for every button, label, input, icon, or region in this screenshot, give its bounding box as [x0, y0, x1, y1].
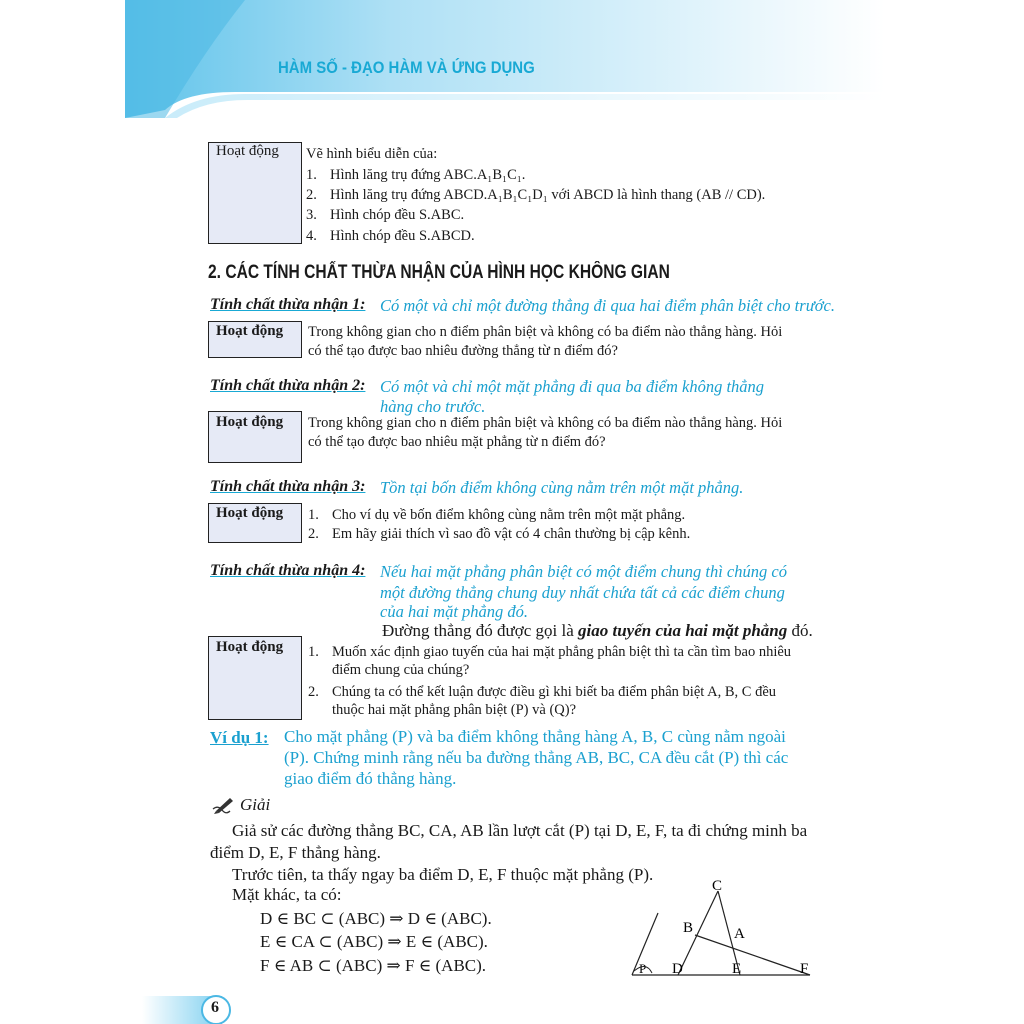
activity-label-2: Hoạt động	[216, 323, 284, 339]
block1-item-3: 3. Hình chóp đều S.ABC.	[306, 207, 465, 223]
act4-item-2-line-2: thuộc hai mặt phẳng phân biệt (P) và (Q)?	[332, 702, 577, 718]
activity-label-3: Hoạt động	[216, 414, 284, 430]
activity-label-5: Hoạt động	[216, 639, 284, 655]
geometry-figure	[620, 875, 830, 985]
property-4-line-1: Nếu hai mặt phẳng phân biệt có một điểm chung thì chúng có	[380, 562, 787, 581]
example-1-line-3: giao điểm đó thẳng hàng.	[284, 769, 457, 788]
label-A: A	[734, 926, 745, 942]
activity-label-1: Hoạt động	[216, 143, 279, 159]
block1-item-2: 2. Hình lăng trụ đứng ABCD.A₁B₁C₁D₁ với ABCD là hình thang (AB // CD).	[306, 187, 766, 203]
page-number-badge	[142, 994, 242, 1024]
example-1-line-2: (P). Chứng minh rằng nếu ba đường thẳng AB, BC, CA đều cắt (P) thì các	[284, 748, 789, 767]
property-1-label: Tính chất thừa nhận 1:	[210, 296, 366, 313]
header-title: HÀM SỐ - ĐẠO HÀM VÀ ỨNG DỤNG	[278, 58, 535, 77]
activity-label-4: Hoạt động	[216, 505, 284, 521]
act4-item-2-line-1: 2. Chúng ta có thể kết luận được điều gì khi biết ba điểm phân biệt A, B, C đều	[308, 684, 776, 700]
act1-line-2: có thể tạo được bao nhiêu đường thẳng từ n điểm đó?	[308, 343, 618, 359]
property-3-label: Tính chất thừa nhận 3:	[210, 478, 366, 495]
act1-line-1: Trong không gian cho n điểm phân biệt và không có ba điểm nào thẳng hàng. Hỏi	[308, 324, 783, 340]
property-3-text: Tồn tại bốn điểm không cùng nằm trên một mặt phẳng.	[380, 478, 744, 497]
act2-line-2: có thể tạo được bao nhiêu mặt phẳng từ n điểm đó?	[308, 434, 606, 450]
label-F: F	[800, 961, 809, 977]
property-4-line-2: một đường thẳng chung duy nhất chứa tất cả các điểm chung	[380, 583, 785, 602]
label-E: E	[732, 961, 742, 977]
property-2-label: Tính chất thừa nhận 2:	[210, 377, 366, 394]
solution-line-3: Trước tiên, ta thấy ngay ba điểm D, E, F thuộc mặt phẳng (P).	[232, 865, 654, 884]
example-1-label: Ví dụ 1:	[210, 728, 269, 747]
solution-line-1: Giả sử các đường thẳng BC, CA, AB lần lượt cắt (P) tại D, E, F, ta đi chứng minh ba	[232, 821, 808, 840]
solution-line-4: Mặt khác, ta có:	[232, 885, 342, 904]
section-title: 2. CÁC TÍNH CHẤT THỪA NHẬN CỦA HÌNH HỌC KHÔNG GIAN	[208, 262, 670, 283]
act2-line-1: Trong không gian cho n điểm phân biệt và không có ba điểm nào thẳng hàng. Hỏi	[308, 415, 783, 431]
label-B: B	[683, 920, 694, 936]
formula-3: F ∈ AB ⊂ (ABC) ⇒ F ∈ (ABC).	[260, 956, 487, 975]
solution-label: Giải	[240, 795, 271, 814]
pencil-writing-icon	[212, 795, 238, 815]
property-2-line-1: Có một và chỉ một mặt phẳng đi qua ba điểm không thẳng	[380, 377, 765, 396]
example-1-line-1: Cho mặt phẳng (P) và ba điểm không thẳng hàng A, B, C cùng nằm ngoài	[284, 727, 786, 746]
act4-item-1-line-2: điểm chung của chúng?	[332, 662, 470, 678]
act3-item-1: 1. Cho ví dụ về bốn điểm không cùng nằm trên một mặt phẳng.	[308, 507, 686, 523]
page-number: 6	[211, 999, 219, 1016]
act3-item-2: 2. Em hãy giải thích vì sao đồ vật có 4 chân thường bị cập kênh.	[308, 526, 691, 542]
property-1-text: Có một và chỉ một đường thẳng đi qua hai điểm phân biệt cho trước.	[380, 296, 835, 315]
block1-item-1: 1. Hình lăng trụ đứng ABC.A₁B₁C₁.	[306, 167, 526, 183]
block1-intro: Vẽ hình biểu diễn của:	[306, 146, 438, 162]
label-C: C	[712, 878, 723, 894]
formula-1: D ∈ BC ⊂ (ABC) ⇒ D ∈ (ABC).	[260, 909, 492, 928]
property-4-note: Đường thẳng đó được gọi là giao tuyến của hai mặt phẳng đó.	[382, 621, 813, 640]
solution-line-2: điểm D, E, F thẳng hàng.	[210, 843, 381, 862]
label-P: P	[639, 961, 647, 976]
block1-item-4: 4. Hình chóp đều S.ABCD.	[306, 228, 475, 244]
label-D: D	[672, 961, 683, 977]
property-2-line-2: hàng cho trước.	[380, 397, 486, 416]
property-4-label: Tính chất thừa nhận 4:	[210, 562, 366, 579]
segment-bf	[695, 935, 810, 975]
act4-item-1-line-1: 1. Muốn xác định giao tuyến của hai mặt phẳng phân biệt thì ta cần tìm bao nhiêu	[308, 644, 792, 660]
property-4-line-3: của hai mặt phẳng đó.	[380, 602, 529, 621]
formula-2: E ∈ CA ⊂ (ABC) ⇒ E ∈ (ABC).	[260, 932, 488, 951]
